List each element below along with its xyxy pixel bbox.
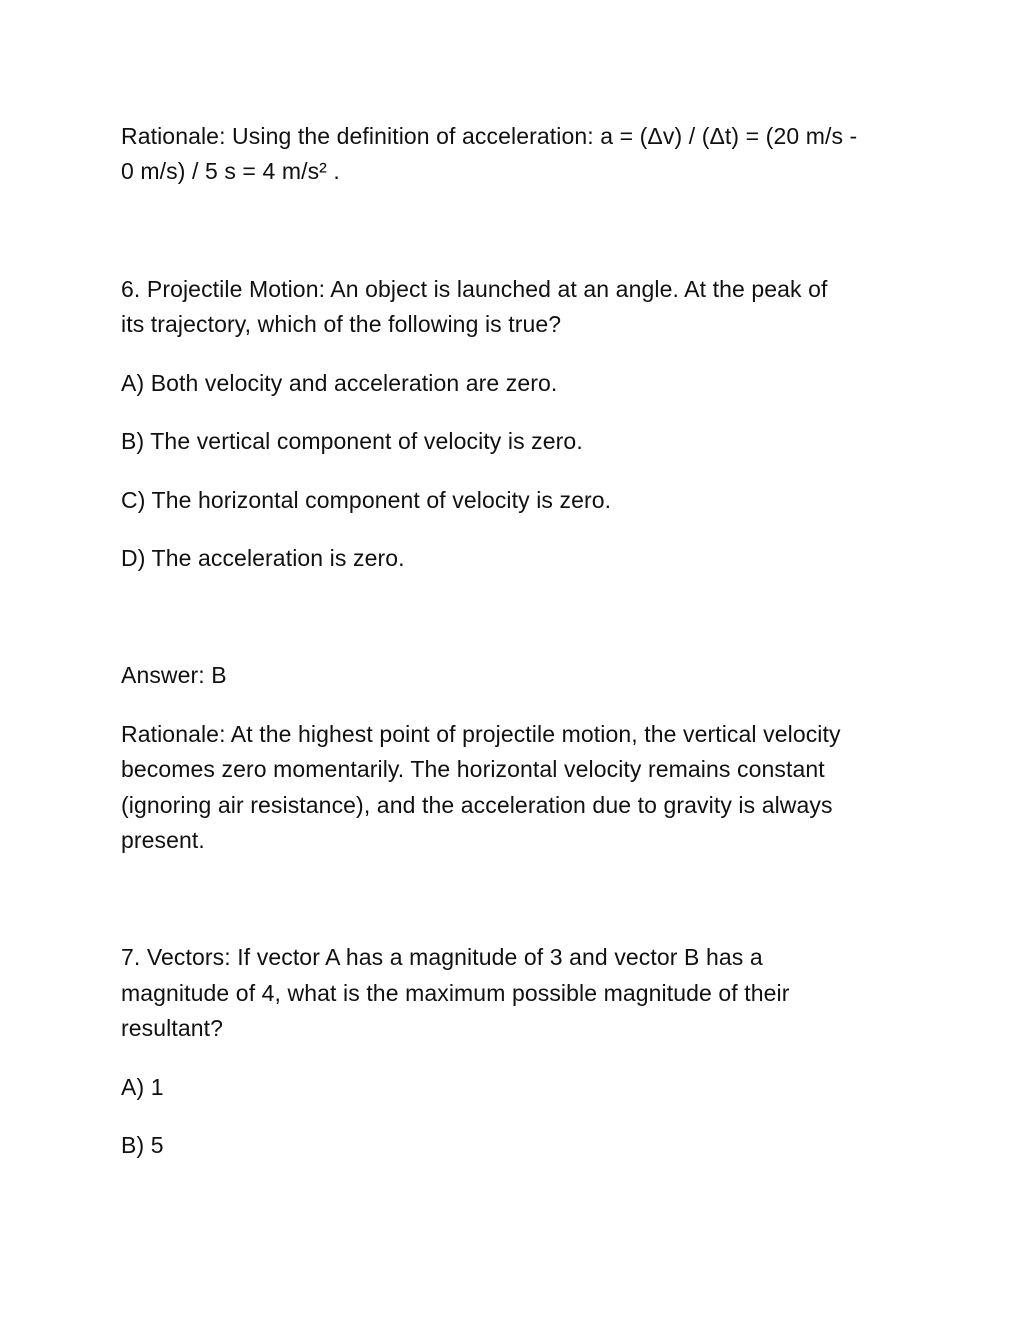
question-7-option-a: A) 1 — [121, 1074, 164, 1100]
question-6-rationale-line-3: (ignoring air resistance), and the acceleration due to gravity is always — [121, 792, 833, 818]
question-6-text-line-1: 6. Projectile Motion: An object is launched at an angle. At the peak of — [121, 276, 828, 302]
question-6-answer: Answer: B — [121, 662, 227, 688]
question-6-rationale-line-1: Rationale: At the highest point of projectile motion, the vertical velocity — [121, 721, 841, 747]
rationale-q5-line-2: 0 m/s) / 5 s = 4 m/s² . — [121, 158, 340, 184]
question-6-text-line-2: its trajectory, which of the following is true? — [121, 311, 562, 337]
question-6-option-b: B) The vertical component of velocity is zero. — [121, 428, 583, 454]
question-6-rationale-line-4: present. — [121, 827, 205, 853]
question-7-option-b: B) 5 — [121, 1132, 164, 1158]
question-7-text-line-1: 7. Vectors: If vector A has a magnitude of 3 and vector B has a — [121, 944, 763, 970]
question-7-text-line-2: magnitude of 4, what is the maximum possible magnitude of their — [121, 980, 790, 1006]
question-7-text-line-3: resultant? — [121, 1015, 224, 1041]
question-6-rationale-line-2: becomes zero momentarily. The horizontal velocity remains constant — [121, 756, 825, 782]
question-6-option-a: A) Both velocity and acceleration are zero. — [121, 370, 558, 396]
question-6-option-d: D) The acceleration is zero. — [121, 545, 405, 571]
question-6-option-c: C) The horizontal component of velocity is zero. — [121, 487, 612, 513]
rationale-q5-line-1: Rationale: Using the definition of acceleration: a = (Δv) / (Δt) = (20 m/s - — [121, 123, 858, 149]
